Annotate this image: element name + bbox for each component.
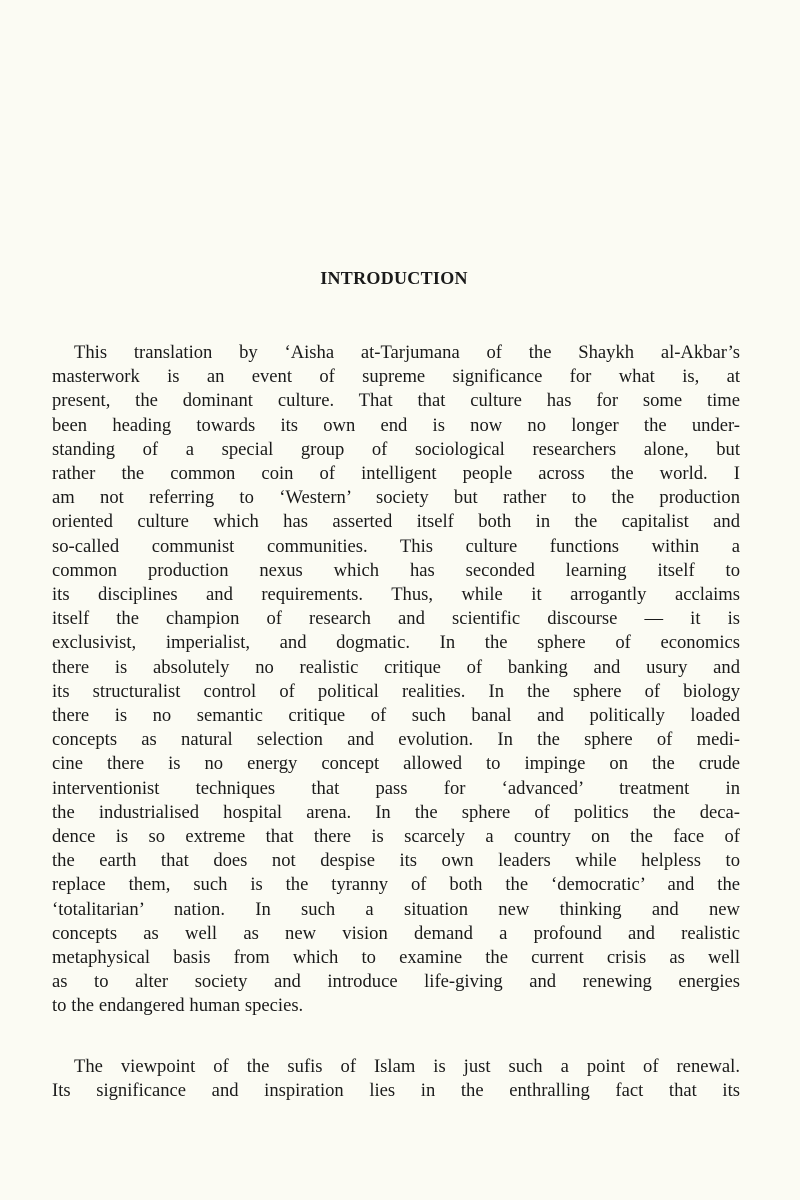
text-line: present, the dominant culture. That that culture has for some time: [52, 390, 740, 412]
text-line: as to alter society and introduce life-giving and renewing energies: [52, 971, 740, 993]
text-line: so-called communist communities. This culture functions within a: [52, 535, 740, 557]
text-line: metaphysical basis from which to examine the current crisis as well: [52, 947, 740, 969]
text-line: ‘totalitarian’ nation. In such a situation new thinking and new: [52, 898, 740, 920]
paragraph-2: [52, 1055, 740, 1103]
text-line: masterwork is an event of supreme significance for what is, at: [52, 366, 740, 388]
text-line: its structuralist control of political realities. In the sphere of biology: [52, 680, 740, 702]
page-heading: INTRODUCTION: [320, 268, 468, 288]
text-line: The viewpoint of the sufis of Islam is just such a point of renewal.: [74, 1056, 740, 1077]
text-line: This translation by ‘Aisha at-Tarjumana of the Shaykh al-Akbar’s: [74, 342, 740, 363]
text-line: concepts as natural selection and evolution. In the sphere of medi-: [52, 729, 740, 751]
text-line: the industrialised hospital arena. In the sphere of politics the deca-: [52, 801, 740, 823]
text-line: been heading towards its own end is now no longer the under-: [52, 414, 740, 436]
text-line: dence is so extreme that there is scarcely a country on the face of: [52, 826, 740, 848]
text-line: the earth that does not despise its own leaders while helpless to: [52, 850, 740, 872]
text-line: replace them, such is the tyranny of both the ‘democratic’ and the: [52, 874, 740, 896]
text-line: exclusivist, imperialist, and dogmatic. In the sphere of economics: [52, 632, 740, 654]
text-line: its disciplines and requirements. Thus, while it arrogantly acclaims: [52, 584, 740, 606]
text-line: cine there is no energy concept allowed to impinge on the crude: [52, 753, 740, 775]
text-line: there is absolutely no realistic critique of banking and usury and: [52, 656, 740, 678]
text-line: common production nexus which has seconded learning itself to: [52, 559, 740, 581]
text-line: standing of a special group of sociological researchers alone, but: [52, 438, 740, 460]
paragraph-1: [52, 341, 740, 1019]
text-line: Its significance and inspiration lies in the enthralling fact that its: [52, 1080, 740, 1102]
text-line: rather the common coin of intelligent people across the world. I: [52, 463, 740, 485]
text-line: am not referring to ‘Western’ society but rather to the production: [52, 487, 740, 509]
text-line: to the endangered human species.: [52, 995, 304, 1017]
text-line: there is no semantic critique of such banal and politically loaded: [52, 705, 740, 727]
text-line: itself the champion of research and scientific discourse — it is: [52, 608, 740, 630]
text-line: oriented culture which has asserted itself both in the capitalist and: [52, 511, 740, 533]
text-line: concepts as well as new vision demand a profound and realistic: [52, 922, 740, 944]
text-line: interventionist techniques that pass for ‘advanced’ treatment in: [52, 777, 740, 799]
